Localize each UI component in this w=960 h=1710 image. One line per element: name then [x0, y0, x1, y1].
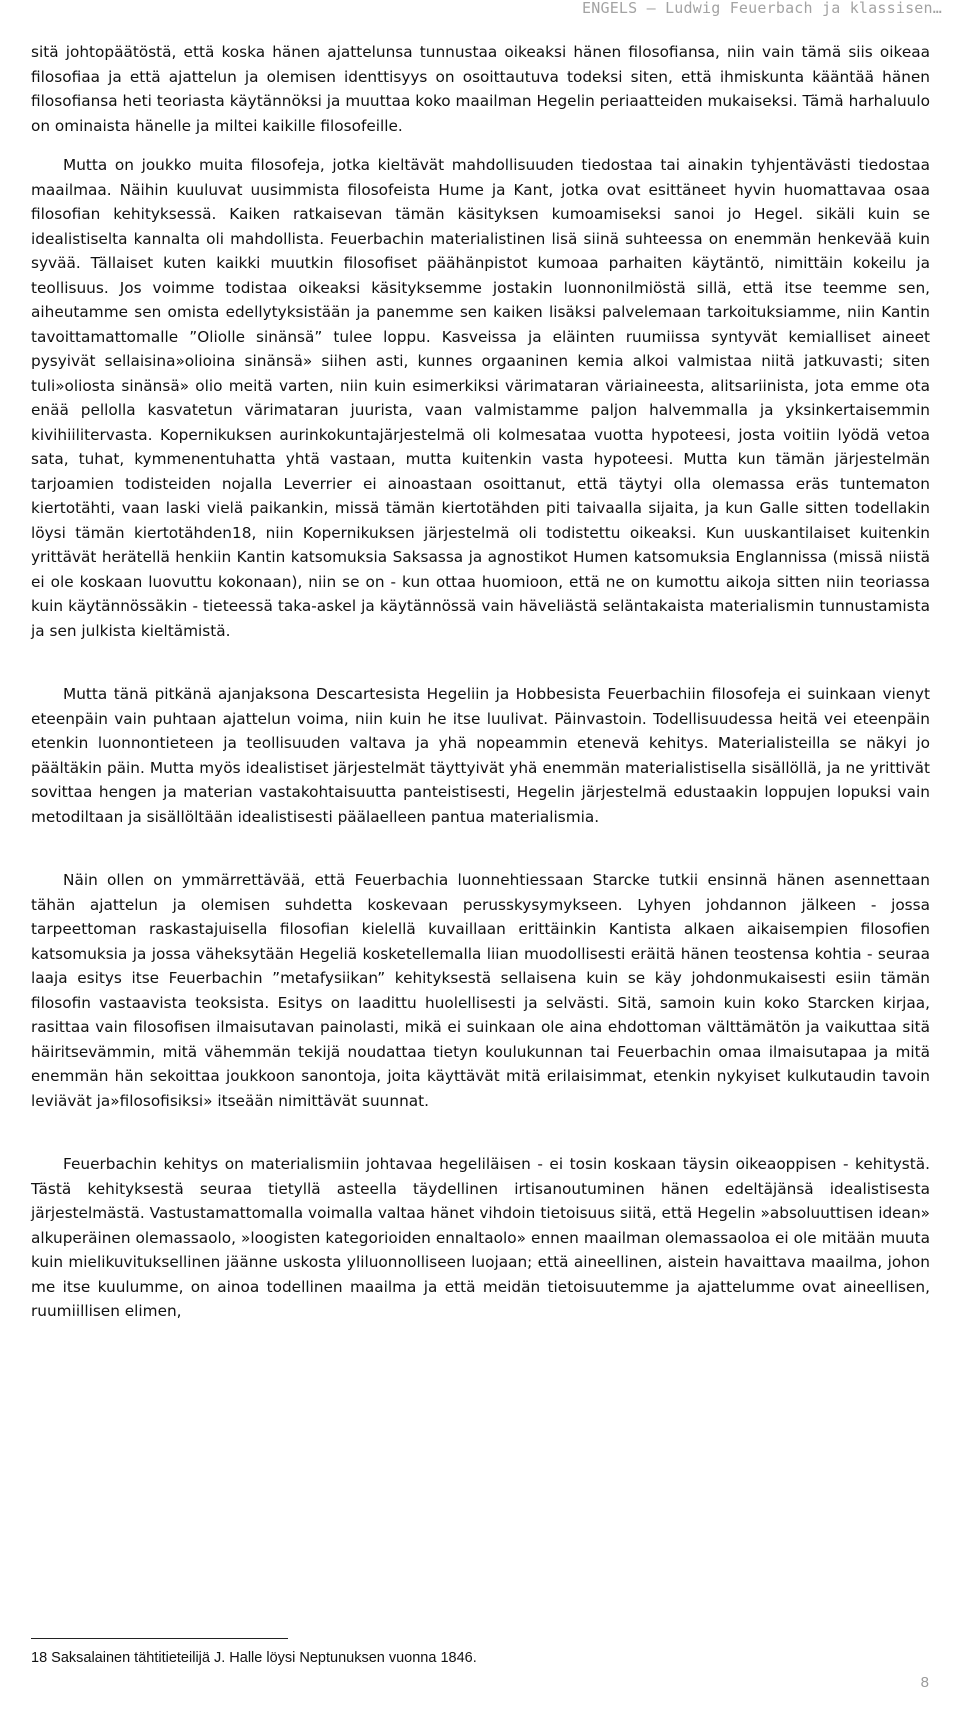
paragraph-5: Feuerbachin kehitys on materialismiin johtavaa hegeliläisen - ei tosin koskaan täysin oikeaoppisen - kehitystä. Tästä kehityksestä seuraa tietyllä asteella täydellinen irtisanoutuminen hänen edeltäjänsä idealistisesta järjestelmästä. Vastustamattomalla voimalla valtaa hänet vihdoin tietoisuus siitä, että Hegelin »absoluuttisen idean» alkuperäinen olemassaolo, »loogisten kategorioiden ennaltaolo» ennen maailman olemassaoloa ei ole mitään muuta kuin mielikuvituksellinen jäänne uskosta yliluonnolliseen luojaan; että aineellinen, aistein havaittava maailma, johon me itse kuulumme, on ainoa todellinen maailma ja että meidän tietoisuutemme ja ajattelumme ovat aineellisen, ruumiillisen elimen,: [31, 1155, 930, 1320]
paragraph-4: Näin ollen on ymmärrettävää, että Feuerbachia luonnehtiessaan Starcke tutkii ensinnä hänen asennettaan tähän ajattelun ja olemisen suhdetta koskevaan perusskysymykseen. Lyhyen johdannon jälkeen - jossa tarpeettoman raskastajuisella filosofian kielellä kuvaillaan erittäinkin Kantista alkaen aikaisempien filosofien katsomuksia ja jossa väheksytään Hegeliä kosketellemalla liian muodollisesti eräitä hänen teostensa kohtia - seuraa laaja esitys itse Feuerbachin ”metafysiikan” kehityksestä sellaisena kuin se käy johdonmukaisesti esiin tämän filosofin vastaavista teoksista. Esitys on laadittu huolellisesti ja selvästi. Sitä, samoin kuin koko Starcken kirjaa, rasittaa vain filosofisen ilmaisutavan painolasti, mikä ei suinkaan ole aina ehdottoman välttämätön ja vaikuttaa sitä häiritsevämmin, mitä vähemmän tekijä noudattaa tietyn koulukunnan tai Feuerbachin omaa ilmaisutapaa ja mitä enemmän hän sekoittaa joukkoon sanontoja, joita käyttävät mitä erilaisimmat, etenkin nykyiset kulkutaudin tavoin leviävät ja»filosofisiksi» itseään nimittävät suunnat.: [31, 871, 930, 1110]
paragraph-3: Mutta tänä pitkänä ajanjaksona Descartesista Hegeliin ja Hobbesista Feuerbachiin filosofeja ei suinkaan vienyt eteenpäin vain puhtaan ajattelun voima, niin kuin he itse luulivat. Päinvastoin. Todellisuudessa heitä vei eteenpäin etenkin luonnontieteen ja teollisuuden valtava ja yhä nopeammin etenevä kehitys. Materialisteilla se näkyi jo päältäkin päin. Mutta myös idealistiset järjestelmät täyttyivät yhä enemmän materialistisella sisällöllä, ja ne yrittivät sovittaa hengen ja materian vastakohtaisuutta panteistisesti, Hegelin järjestelmä edustaakin loppujen lopuksi vain metodiltaan ja sisällöltään idealistisesti päälaelleen pantua materialismia.: [31, 685, 930, 826]
paragraph-2: Mutta on joukko muita filosofeja, jotka kieltävät mahdollisuuden tiedostaa tai ainakin tyhjentävästi tiedostaa maailmaa. Näihin kuuluvat uusimmista filosofeista Hume ja Kant, jotka ovat esittäneet hyvin huomattavaa osaa filosofian kehityksessä. Kaiken ratkaisevan tämän käsityksen kumoamiseksi sanoi jo Hegel. sikäli kuin se idealistiselta kannalta oli mahdollista. Feuerbachin materialistinen lisä siinä suhteessa on enemmän henkevää kuin syvää. Tällaiset kuten kaikki muutkin filosofiset päähänpistot kumoaa parhaiten käytäntö, nimittäin kokeilu ja teollisuus. Jos voimme todistaa oikeaksi käsityksemme jostakin luonnonilmiöstä sillä, että itse teemme sen, aiheutamme sen omista edellytyksistään ja panemme sen kaiken lisäksi palvelemaan tarkoituksiamme, niin Kantin tavoittamattomalle ”Oliolle sinänsä” tulee loppu. Kasveissa ja eläinten ruumiissa syntyvät kemialliset aineet pysyivät sellaisina»olioina sinänsä» siihen asti, kunnes orgaaninen kemia alkoi valmistaa niitä jatkuvasti; siten tuli»oliosta sinänsä» olio meitä varten, niin kuin esimerkiksi värimataran väriaineesta, alitsariinista, jota emme ota enää pellolla kasvatetun värimataran juurista, vaan valmistamme paljon halvemmalla ja yksinkertaisemmin kivihiilitervasta. Kopernikuksen aurinkokuntajärjestelmä oli kolmesataa vuotta hypoteesi, josta voitiin lyödä vetoa sata, tuhat, kymmenentuhatta yhtä vastaan, mutta kuitenkin vasta hypoteesi. Mutta kun tämän järjestelmän tarjoamien todisteiden nojalla Leverrier ei ainoastaan osoittanut, että täytyi olla olemassa eräs tuntematon kiertotähti, vaan laski vielä paikankin, missä tämän kiertotähden piti taivaalla sijaita, ja kun Galle sitten todellakin löysi tämän kiertotähden18, niin Kopernikuksen järjestelmä oli todistettu oikeaksi. Kun uuskantilaiset kuitenkin yrittävät herätellä henkiin Kantin katsomuksia Saksassa ja agnostikot Humen katsomuksia Englannissa (missä niistä ei ole koskaan luovuttu kokonaan), niin se on - kun ottaa huomioon, että ne on kumottu aikoja sitten niin teoriassa kuin käytännössäkin - tieteessä taka-askel ja käytännössä vain häveliästä seläntakaista materialismin tunnustamista ja sen julkista kieltämistä.: [31, 156, 930, 640]
paragraph-1: sitä johtopäätöstä, että koska hänen ajattelunsa tunnustaa oikeaksi hänen filosofiansa, niin vain tämä siis oikeaa filosofiaa ja että ajattelun ja olemisen identtisyys on osoittautuva todeksi siten, että ihmiskunta kääntää hänen filosofiansa heti teoriasta käytännöksi ja muuttaa koko maailman Hegelin periaatteiden mukaiseksi. Tämä harhaluulo on ominaista hänelle ja miltei kaikille filosofeille.: [31, 43, 930, 135]
running-header: ENGELS – Ludwig Feuerbach ja klassisen…: [582, 0, 942, 17]
footnote: 18 Saksalainen tähtitieteilijä J. Halle löysi Neptunuksen vuonna 1846.: [31, 1650, 477, 1666]
footnote-divider: [31, 1638, 288, 1639]
page-number: 8: [920, 1674, 929, 1691]
document-body: [31, 40, 930, 1324]
